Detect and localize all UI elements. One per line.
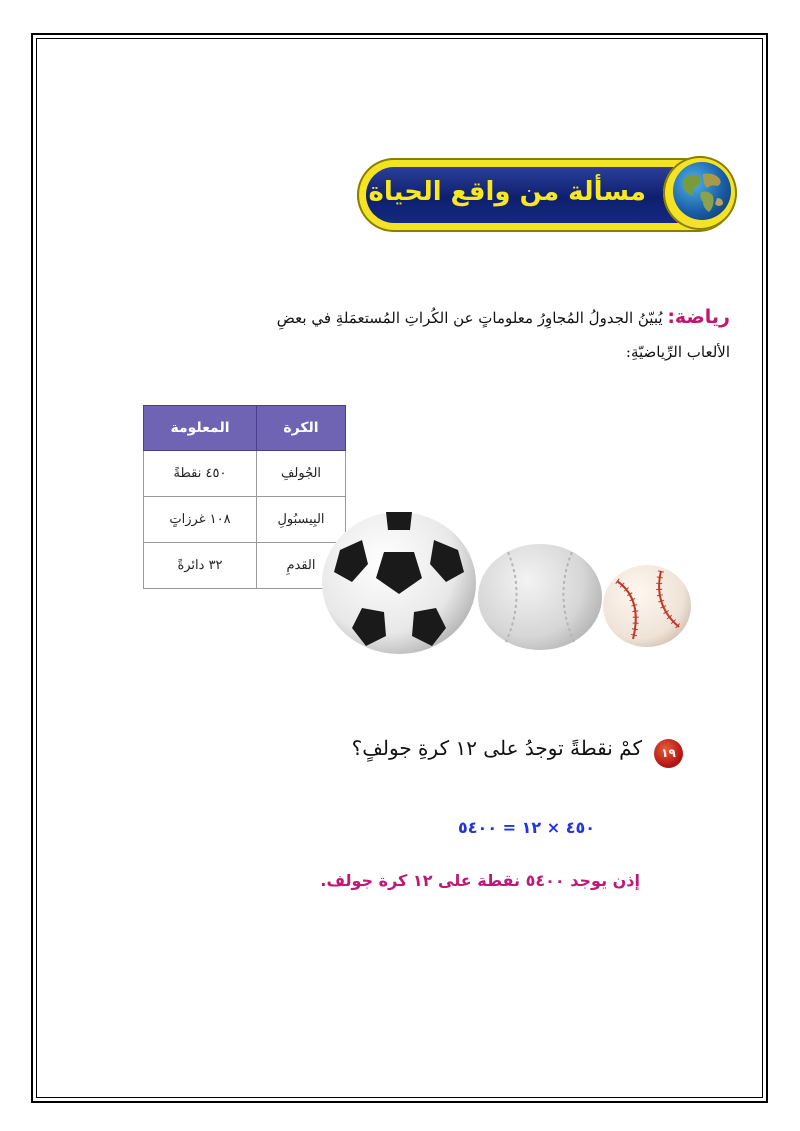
soccer-ball-image bbox=[322, 512, 476, 654]
cell-ball: البِيسبُولِ bbox=[257, 497, 346, 543]
sports-keyword: رياضة: bbox=[667, 306, 730, 328]
baseball-image bbox=[603, 565, 691, 647]
cell-info: ٤٥٠ نقطةً bbox=[144, 451, 257, 497]
white-ball-image bbox=[478, 544, 602, 650]
question-text: كمْ نقطةً توجدُ على ١٢ كرةِ جولفٍ؟ bbox=[351, 736, 642, 760]
cell-ball: الجُولفِ bbox=[257, 451, 346, 497]
banner-title: مسألة من واقع الحياة: bbox=[358, 177, 646, 207]
balls-info-table bbox=[143, 405, 346, 589]
intro-paragraph bbox=[130, 300, 730, 369]
cell-ball: القدمِ bbox=[257, 543, 346, 589]
section-banner bbox=[357, 158, 735, 232]
globe-frame bbox=[663, 156, 737, 230]
table-row bbox=[144, 497, 346, 543]
header-info: المعلومة bbox=[144, 406, 257, 451]
solution-equation: ٤٥٠ × ١٢ = ٥٤٠٠ bbox=[458, 818, 595, 837]
intro-line-2: الألعاب الرِّياضيّةِ: bbox=[625, 343, 730, 361]
cell-info: ١٠٨ غرزاتٍ bbox=[144, 497, 257, 543]
cell-info: ٣٢ دائرةً bbox=[144, 543, 257, 589]
intro-line-1: يُبيّنُ الجدولُ المُجاوِرُ معلوماتٍ عن الكُراتِ المُستعمَلةِ في بعضِ bbox=[276, 309, 668, 327]
table-header-row bbox=[144, 406, 346, 451]
header-ball: الكرة bbox=[257, 406, 346, 451]
question-number-badge: ١٩ bbox=[654, 739, 683, 768]
table-row bbox=[144, 543, 346, 589]
balls-table-container bbox=[143, 405, 346, 583]
globe-icon bbox=[673, 162, 731, 220]
table-row bbox=[144, 451, 346, 497]
solution-answer: إذن يوجد ٥٤٠٠ نقطة على ١٢ كرة جولف. bbox=[320, 871, 640, 890]
